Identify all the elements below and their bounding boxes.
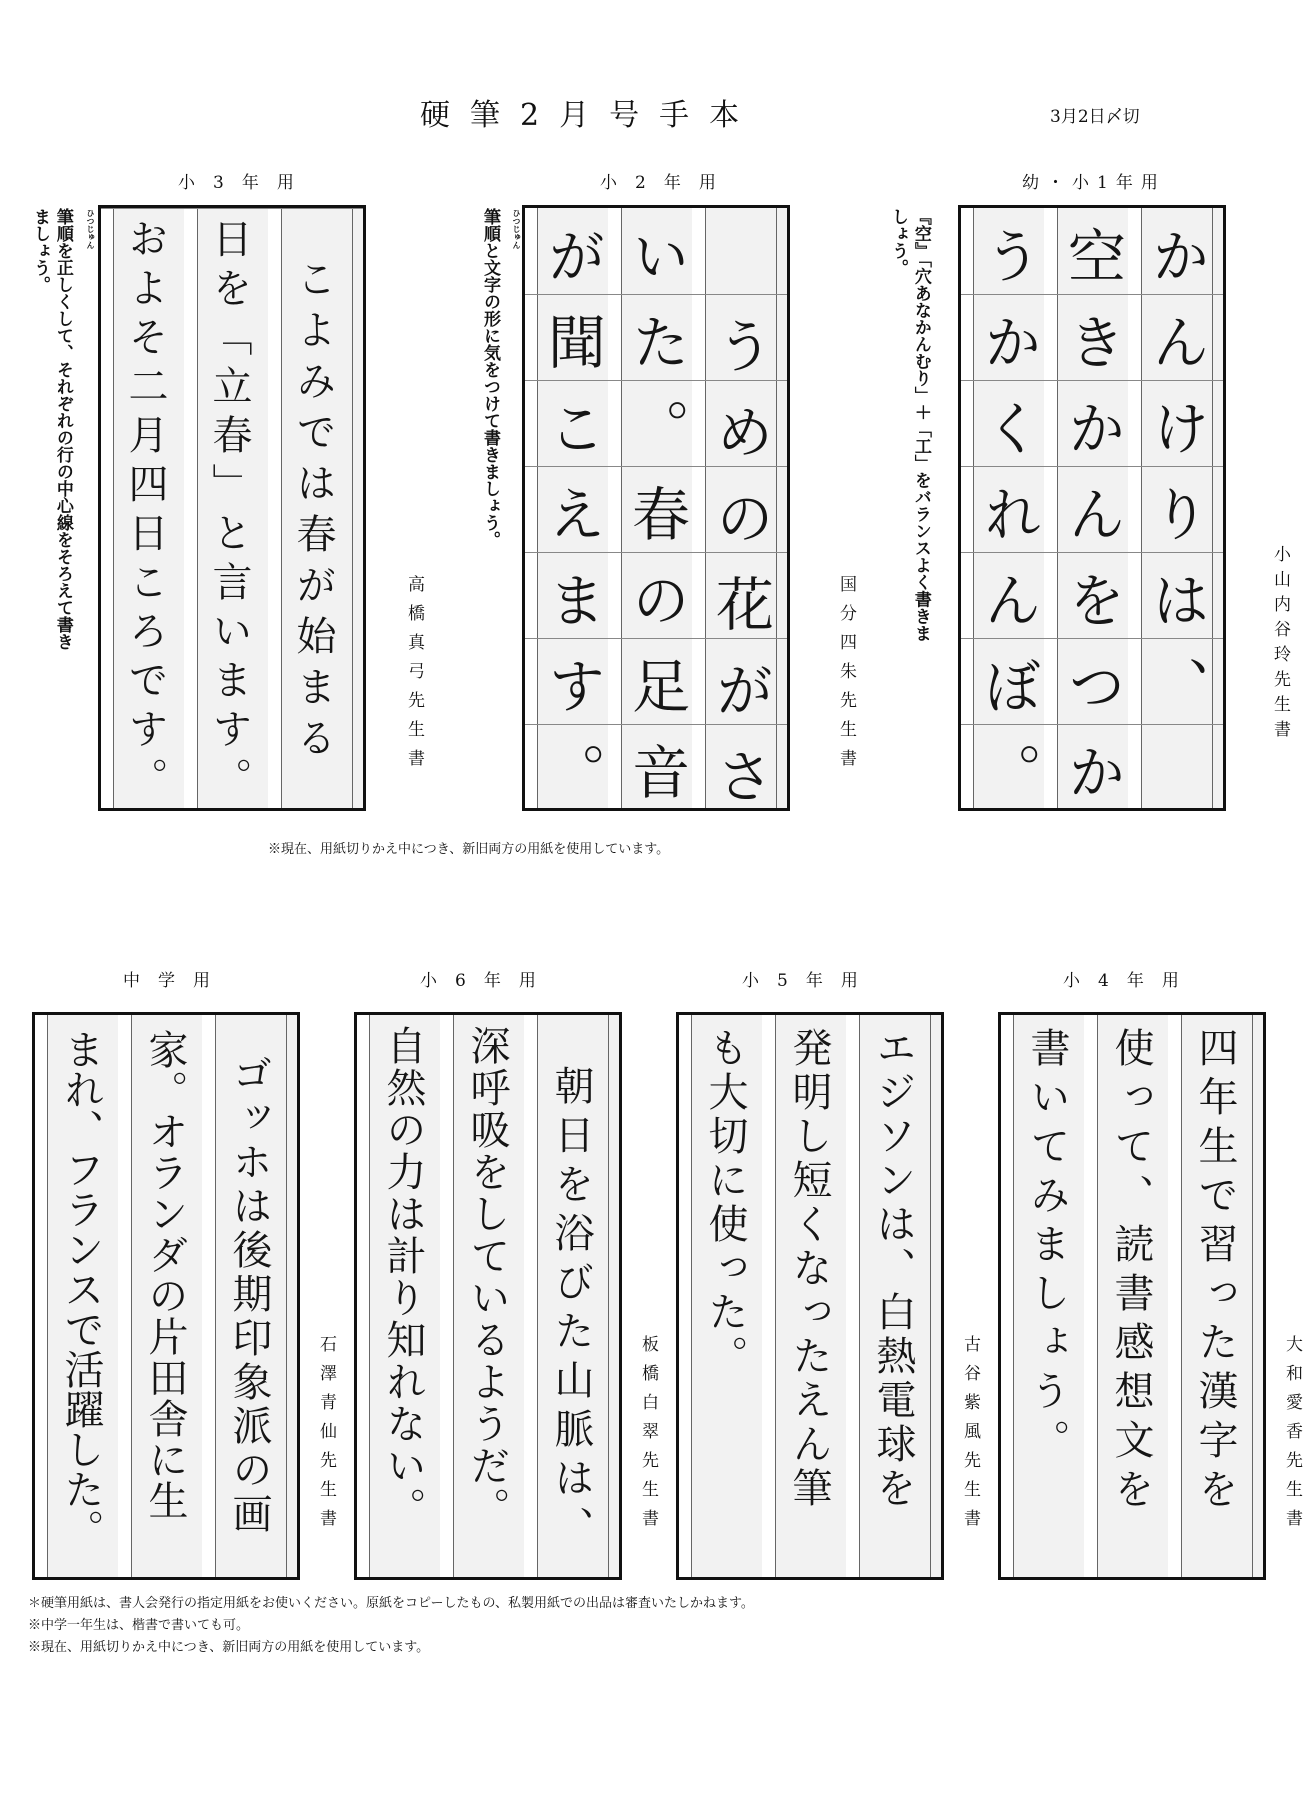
footer-note-3: ※現在、用紙切りかえ中につき、新旧両方の用紙を使用しています。 [28,1640,430,1655]
handwriting-line-3: 書いてみましょう。 [1024,1027,1070,1468]
handwriting-line-2: 日を「立春」と言います。 [206,218,252,806]
level-label-s5: 小5年用 [742,971,876,991]
deadline-label: 3月2日〆切 [1050,107,1140,127]
practice-panel-k1 [958,205,1226,828]
ruby-hitsujun-s2: ひつじゅん [512,209,522,249]
handwriting-line-1: 朝日を浴びた山脈は、 [548,1065,594,1555]
paper-change-note: ※現在、用紙切りかえ中につき、新旧両方の用紙を使用しています。 [268,842,670,857]
teacher-name-s3: 高橋真弓先生書 [404,575,424,778]
instruction-k1: 『空』「穴あなかんむり」＋「工」をバランスよく書きま しょう。 [887,208,931,642]
handwriting-line-3: うかくれんぼ。 [974,226,1042,828]
handwriting-line-1: ゴッホは後期印象派の画 [226,1053,272,1537]
level-label-s6: 小6年用 [420,971,554,991]
level-label-s2: 小2年用 [600,173,734,193]
handwriting-line-3: 自然の力は計り知れない。 [380,1025,426,1529]
ruby-hitsujun-s3: ひつじゅん [86,209,96,249]
teacher-name-ms: 石澤青仙先生書 [316,1335,336,1538]
practice-panel-s4 [998,1012,1266,1580]
level-label-s4: 小4年用 [1063,971,1197,991]
handwriting-line-3: も大切に使った。 [702,1027,748,1379]
footer-note-1: ＊硬筆用紙は、書人会発行の指定用紙をお使いください。原紙をコピーしたもの、私製用紙での出品は審査いたしかねます。 [28,1596,754,1611]
handwriting-line-2: 使って、読書感想文を [1108,1027,1154,1517]
handwriting-line-1: こよみでは春が始まる [290,258,336,768]
handwriting-line-1: 四年生で習った漢字を [1192,1027,1238,1517]
page-title: 硬筆2月号手本 [420,98,760,133]
handwriting-line-3: が聞こえます。 [538,226,606,828]
level-label-k1: 幼・小1年用 [1022,173,1166,193]
handwriting-line-2: いた。春の足音 [622,226,690,828]
instruction-s2: 筆順と文字の形に気をつけて書きましょう。 [479,208,500,548]
teacher-name-s4: 大和愛香先生書 [1282,1335,1302,1538]
teacher-name-k1: 小山内谷玲先生書 [1270,545,1290,745]
instruction-s3: 筆順を正しくして、それぞれの行の中心線をそろえて書き ましょう。 [29,208,73,650]
handwriting-line-2: 深呼吸をしているようだ。 [464,1025,510,1529]
handwriting-line-1: うめの花がさ [706,316,774,832]
handwriting-line-3: およそ二月四日ころです。 [122,218,168,806]
teacher-name-s6: 板橋白翠先生書 [638,1335,658,1538]
handwriting-line-2: 空きかんをつか [1058,226,1126,828]
footer-note-2: ※中学一年生は、楷書で書いても可。 [28,1618,250,1633]
handwriting-line-3: まれ、フランスで活躍した。 [58,1029,104,1549]
teacher-name-s5: 古谷紫風先生書 [960,1335,980,1538]
practice-panel-s3 [98,205,366,811]
handwriting-line-1: エジソンは、白熱電球を [870,1027,916,1511]
level-label-s3: 小3年用 [178,173,312,193]
handwriting-line-2: 発明し短くなったえん筆 [786,1027,832,1511]
practice-panel-ms [32,1012,300,1580]
level-label-ms: 中学用 [123,971,228,991]
teacher-name-s2: 国分四朱先生書 [836,575,856,778]
practice-panel-s2 [522,205,790,832]
practice-panel-s6 [354,1012,622,1580]
handwriting-line-1: かんけりは、 [1142,226,1210,742]
practice-panel-s5 [676,1012,944,1580]
handwriting-line-2: 家。オランダの片田舎に生 [142,1029,188,1521]
